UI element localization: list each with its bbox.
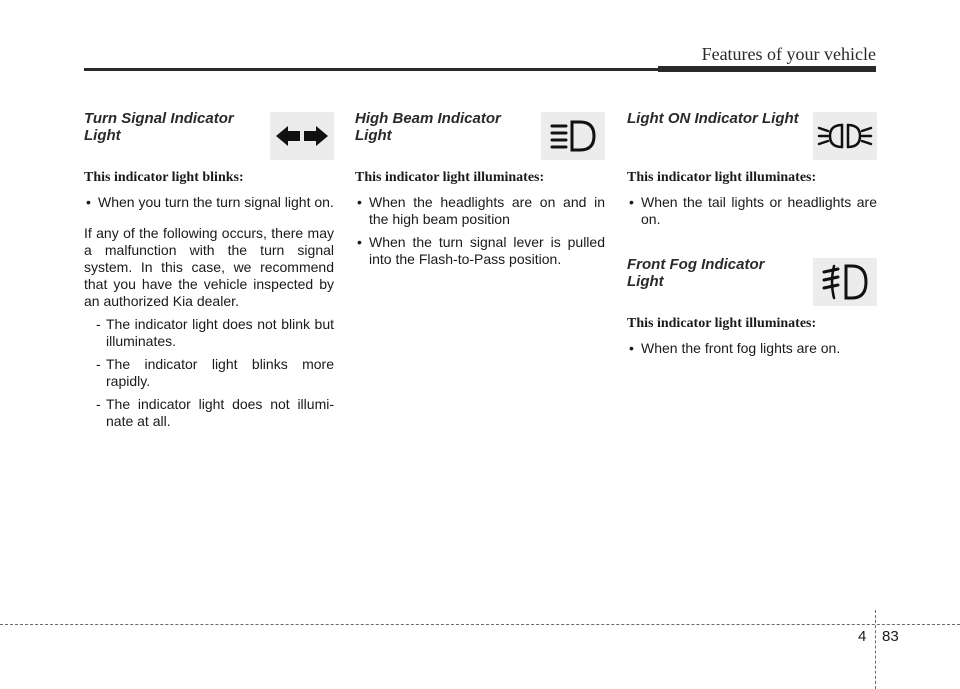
turn-signal-dash-3: - The indicator light does not illumi- nate at all. bbox=[96, 396, 334, 429]
high-beam-title: High Beam Indicator Light bbox=[355, 110, 501, 144]
front-fog-heading bbox=[627, 256, 877, 306]
light-on-heading bbox=[627, 110, 877, 160]
tail-lights-icon bbox=[813, 112, 877, 160]
column-1 bbox=[84, 110, 334, 436]
turn-signal-paragraph: If any of the following occurs, there may a malfunction with the turn signal system. In this case, we recommend that you have the vehicle inspected by an authorized Kia dealer. bbox=[84, 225, 334, 309]
high-beam-heading bbox=[355, 110, 605, 160]
turn-signal-heading bbox=[84, 110, 334, 160]
dash-text: The indicator light does not illumi- nate at all. bbox=[106, 396, 334, 429]
light-on-lead: This indicator light illuminates: bbox=[627, 170, 817, 185]
turn-signal-dash-1: - The indicator light does not blink but illuminates. bbox=[96, 316, 334, 349]
turn-signal-dash-2: - The indicator light blinks more rapidly. bbox=[96, 356, 334, 389]
front-fog-title: Front Fog Indicator Light bbox=[627, 256, 765, 290]
header-rule-accent bbox=[658, 66, 876, 72]
front-fog-light-icon bbox=[813, 258, 877, 306]
light-on-bullet-1: • When the tail lights or headlights are on. bbox=[627, 194, 877, 228]
light-on-title: Light ON Indicator Light bbox=[627, 110, 799, 127]
high-beam-bullet-1: • When the headlights are on and in the high beam position bbox=[355, 194, 605, 228]
dash-text: The indicator light does not blink but illuminates. bbox=[106, 316, 334, 349]
running-header: Features of your vehicle bbox=[701, 44, 876, 64]
turn-signal-bullet-1: • When you turn the turn signal light on. bbox=[84, 194, 334, 211]
chapter-number: 4 bbox=[858, 628, 867, 645]
footer-rule bbox=[0, 624, 960, 625]
turn-signal-arrows-icon bbox=[270, 112, 334, 160]
high-beam-bullet-2: • When the turn signal lever is pulled into the Flash-to-Pass position. bbox=[355, 234, 605, 268]
page-number: 83 bbox=[882, 628, 899, 645]
high-beam-lead: This indicator light illuminates: bbox=[355, 170, 545, 185]
turn-signal-title: Turn Signal Indicator Light bbox=[84, 110, 234, 144]
turn-signal-lead: This indicator light blinks: bbox=[84, 170, 244, 185]
dash-text: The indicator light blinks more rapidly. bbox=[106, 356, 334, 389]
column-2 bbox=[355, 110, 605, 274]
column-3 bbox=[627, 110, 877, 363]
front-fog-lead: This indicator light illuminates: bbox=[627, 316, 817, 331]
high-beam-icon bbox=[541, 112, 605, 160]
front-fog-bullet-1: • When the front fog lights are on. bbox=[627, 340, 877, 357]
page-divider bbox=[875, 610, 876, 689]
